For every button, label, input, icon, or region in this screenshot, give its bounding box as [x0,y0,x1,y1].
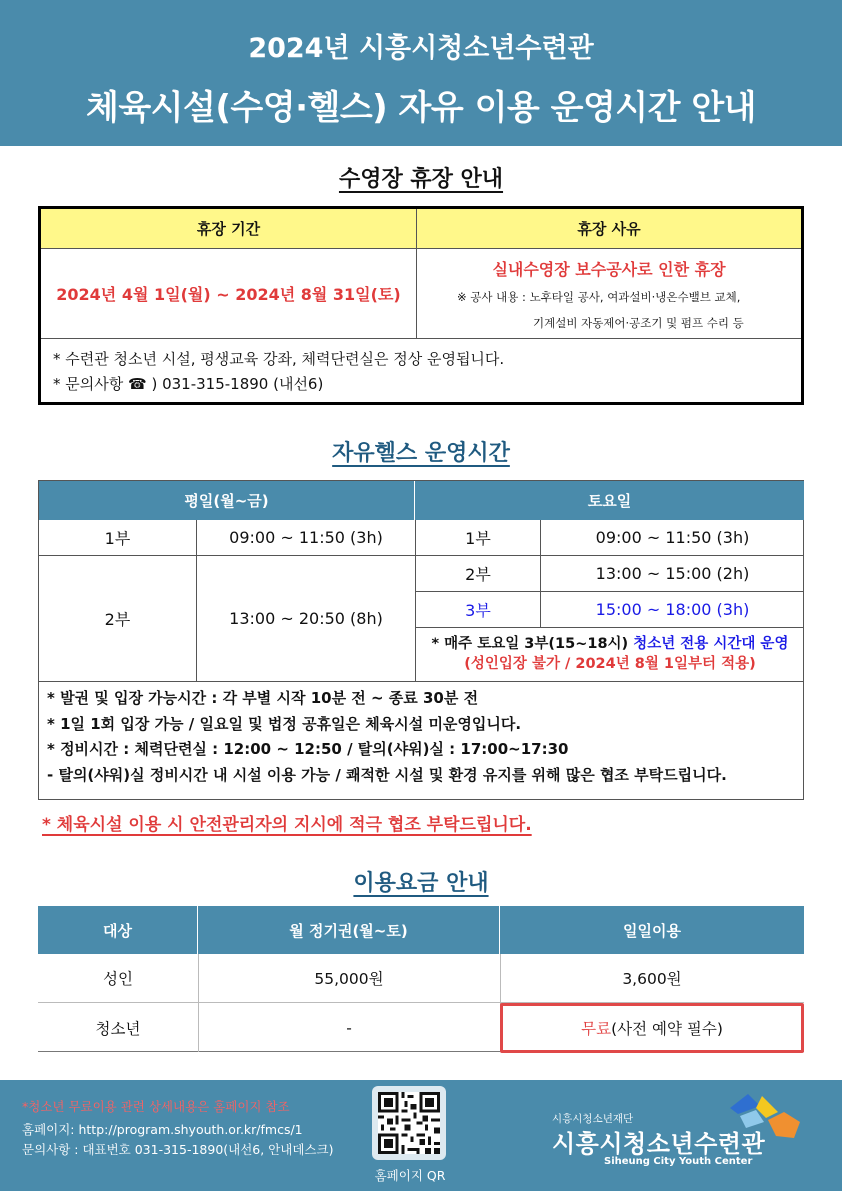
org-name: 시흥시청소년수련관 [552,1130,766,1158]
closure-reason-header: 휴장 사유 [577,220,641,238]
footer-contact: 문의사항 : 대표번호 031-315-1890(내선6, 안내데스크) [22,1142,334,1157]
free-highlight-box [500,1003,804,1053]
safety-notice: * 체육시설 이용 시 안전관리자의 지시에 적극 협조 부탁드립니다. [42,815,532,835]
closure-title: 수영장 휴장 안내 [338,167,504,192]
fee-youth-monthly: - [346,1018,352,1037]
gym-title: 자유헬스 운영시간 [332,441,510,466]
closure-period-header: 휴장 기간 [41,209,417,248]
header-title: 체육시설(수영·헬스) 자유 이용 운영시간 안내 [85,88,757,128]
fee-youth-daily: 무료 (사전 예약 필수) [581,1019,723,1038]
org-logo-icon [726,1092,806,1144]
gym-note-once-per-day: * 1일 1회 입장 가능 / 일요일 및 법정 공휴일은 체육시설 미운영입니다. [47,714,522,733]
qr-label: 홈페이지 QR [374,1168,446,1183]
closure-note-contact: * 문의사항 ☎ ) 031-315-1890 (내선6) [53,375,324,393]
fee-title: 이용요금 안내 [353,871,489,896]
fee-header-monthly: 월 정기권(월~토) [198,906,500,954]
closure-notes [53,347,504,397]
fee-header-daily: 일일이용 [500,906,804,954]
gym-note-maintenance: * 정비시간 : 체력단련실 : 12:00 ~ 12:50 / 탈의(샤워)실 : 17:00~17:30 [47,740,569,758]
saturday-part-2: 2부 [416,556,541,592]
saturday-header: 토요일 [415,481,804,520]
weekday-time-1: 09:00 ~ 11:50 (3h) [197,520,416,556]
weekday-header: 평일(월~금) [39,481,415,520]
saturday-youth-note: * 매주 토요일 3부(15~18시) 청소년 전용 시간대 운영 (성인입장 불가 / 2024년 8월 1일부터 적용) [416,628,804,682]
closure-reason-detail-1: ※ 공사 내용 : 노후타일 공사, 여과설비·냉온수밸브 교체, [457,290,741,304]
org-parent-name: 시흥시청소년재단 [552,1113,634,1125]
fee-table [38,906,804,1052]
fee-adult-monthly: 55,000원 [314,970,384,988]
saturday-part-3: 3부 [416,592,541,628]
saturday-time-3: 15:00 ~ 18:00 (3h) [541,592,804,628]
saturday-part-1: 1부 [416,520,541,556]
header-subtitle: 2024년 시흥시청소년수련관 [248,33,594,64]
page-footer [0,1080,842,1191]
fee-header-target: 대상 [38,906,198,954]
gym-note-shower: - 탈의(샤워)실 정비시간 내 시설 이용 가능 / 쾌적한 시설 및 환경 유지를 위해 많은 협조 부탁드립니다. [47,765,727,784]
closure-header-row [41,209,801,249]
closure-reason-main: 실내수영장 보수공사로 인한 휴장 [492,260,726,279]
closure-reason-detail-2: 기계설비 자동제어·공조기 및 펌프 수리 등 [533,316,744,330]
gym-hours-table [38,480,804,800]
page-header [0,0,842,146]
footer-homepage[interactable]: 홈페이지: http://program.shyouth.or.kr/fmcs/1 [22,1122,303,1137]
gym-notes [47,686,727,788]
org-english-name: Siheung City Youth Center [604,1156,753,1167]
closure-table [38,206,804,405]
saturday-time-1: 09:00 ~ 11:50 (3h) [541,520,804,556]
fee-youth-target: 청소년 [95,1019,141,1038]
gym-note-entry-time: * 발권 및 입장 가능시간 : 각 부별 시작 10분 전 ~ 종료 30분 전 [47,689,479,707]
fee-adult-target: 성인 [103,970,133,988]
closure-note-facilities: * 수련관 청소년 시설, 평생교육 강좌, 체력단련실은 정상 운영됩니다. [53,350,505,368]
saturday-time-2: 13:00 ~ 15:00 (2h) [541,556,804,592]
weekday-time-2: 13:00 ~ 20:50 (8h) [197,556,416,682]
closure-reason [417,249,801,338]
closure-period: 2024년 4월 1일(월) ~ 2024년 8월 31일(토) [41,249,417,338]
qr-code-icon[interactable] [372,1086,446,1160]
footer-youth-note: *청소년 무료이용 관련 상세내용은 홈페이지 참조 [22,1099,290,1114]
weekday-part-1: 1부 [39,520,197,556]
fee-adult-daily: 3,600원 [622,970,682,988]
weekday-part-2: 2부 [39,556,197,682]
closure-content-row [41,249,801,339]
